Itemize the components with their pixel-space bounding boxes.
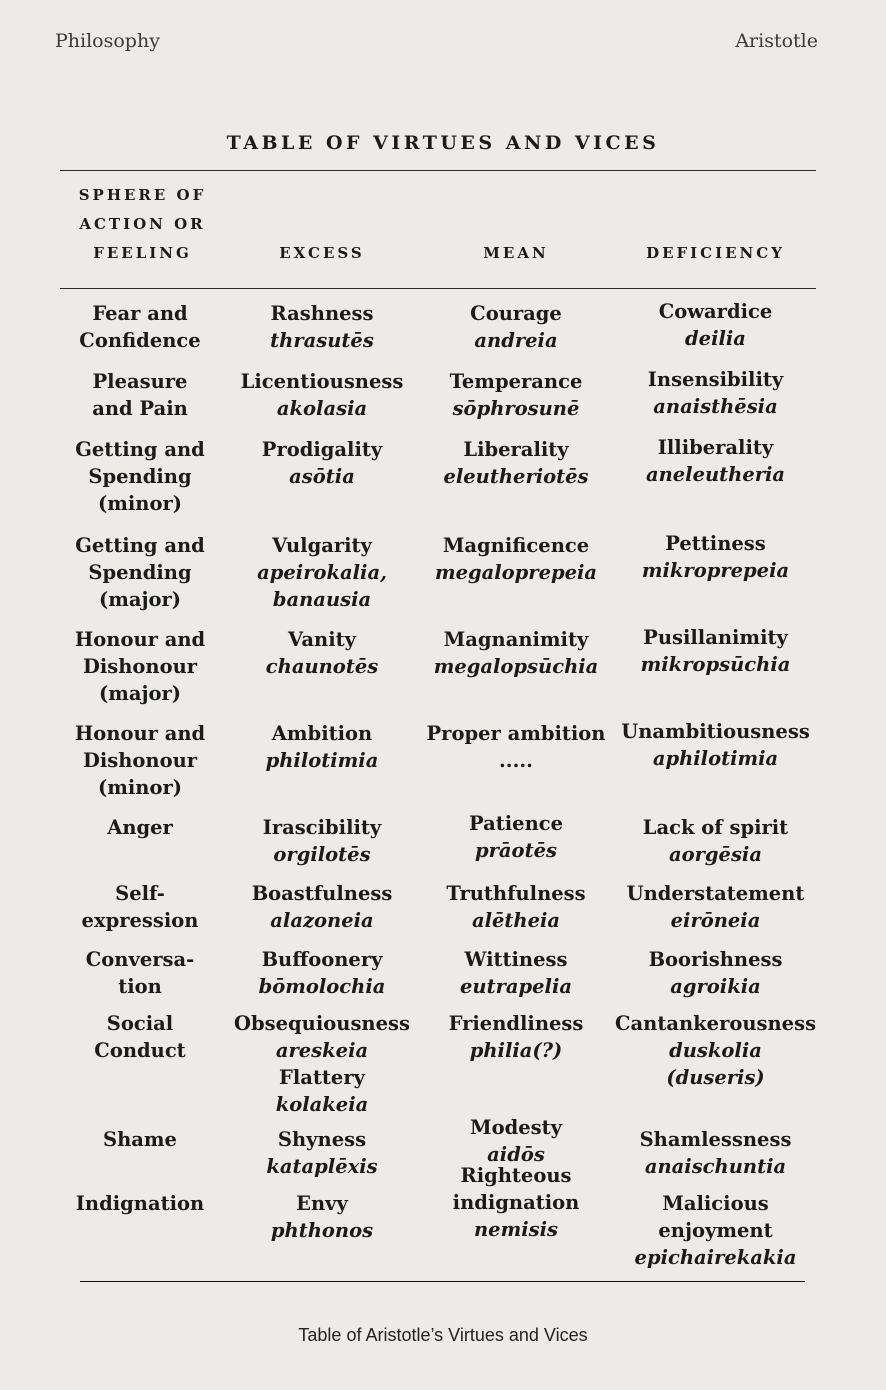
- greek-term: andreia: [474, 329, 558, 352]
- greek-term: eutrapelia: [460, 975, 572, 998]
- greek-term: philia(?): [469, 1039, 563, 1062]
- cell-excess: [228, 300, 416, 354]
- term-label: Licentiousness: [240, 370, 404, 393]
- cell-mean: [420, 368, 612, 422]
- cell-excess: [228, 814, 416, 868]
- cell-mean: [420, 626, 612, 680]
- cell-excess: [228, 1010, 416, 1118]
- column-header-mean: MEAN: [483, 244, 549, 262]
- greek-term: anaischuntia: [644, 1155, 787, 1178]
- greek-term: mikropsūchia: [640, 653, 791, 676]
- column-header-deficiency: DEFICIENCY: [646, 244, 785, 262]
- term-label: Dishonour: [82, 655, 198, 678]
- term-label: Buffoonery: [261, 948, 383, 971]
- cell-sphere: [60, 1190, 220, 1217]
- greek-term: (duseris): [666, 1066, 765, 1089]
- running-head-left: Philosophy: [55, 30, 160, 52]
- term-label: Cowardice: [658, 300, 773, 323]
- bottom-rule: [80, 1281, 805, 1282]
- cell-deficiency: [615, 1190, 816, 1271]
- greek-term: kolakeia: [275, 1093, 369, 1116]
- table-caption: Table of Aristotle’s Virtues and Vices: [298, 1325, 588, 1345]
- greek-term: apeirokalia,: [257, 561, 387, 584]
- term-label: Boastfulness: [251, 882, 393, 905]
- cell-mean: [420, 1010, 612, 1064]
- running-head: [55, 30, 818, 52]
- term-label: Prodigality: [261, 438, 383, 461]
- greek-term: alētheia: [471, 909, 561, 932]
- cell-mean: [420, 720, 612, 774]
- cell-mean: [420, 1114, 612, 1168]
- cell-sphere: [60, 368, 220, 422]
- term-label: Modesty: [470, 1116, 562, 1139]
- term-label: Irascibility: [262, 816, 382, 839]
- term-label: Getting and: [75, 438, 205, 461]
- greek-term: sōphrosunē: [452, 397, 580, 420]
- term-label: Social: [106, 1012, 174, 1035]
- greek-term: bōmolochia: [258, 975, 386, 998]
- cell-deficiency: [615, 1010, 816, 1091]
- term-label: Self-: [115, 882, 165, 905]
- cell-deficiency: [615, 530, 816, 584]
- greek-term: megalopsūchia: [433, 655, 599, 678]
- cell-excess: [228, 880, 416, 934]
- term-label: (major): [98, 682, 182, 705]
- term-label: .....: [499, 749, 533, 772]
- table-title: TABLE OF VIRTUES AND VICES: [226, 132, 660, 154]
- greek-term: epichairekakia: [634, 1246, 797, 1269]
- term-label: Getting and: [75, 534, 205, 557]
- term-label: (minor): [98, 776, 182, 799]
- cell-deficiency: [615, 434, 816, 488]
- term-label: (minor): [98, 492, 182, 515]
- term-label: Magnificence: [442, 534, 590, 557]
- cell-sphere: [60, 436, 220, 517]
- greek-term: nemisis: [474, 1218, 558, 1241]
- term-label: Conversa-: [85, 948, 195, 971]
- top-rule: [60, 170, 816, 171]
- term-label: Conduct: [94, 1039, 186, 1062]
- term-label: Shame: [103, 1128, 177, 1151]
- term-label: Courage: [470, 302, 562, 325]
- greek-term: orgilotēs: [273, 843, 371, 866]
- cell-deficiency: [615, 814, 816, 868]
- term-label: Boorishness: [648, 948, 783, 971]
- greek-term: banausia: [272, 588, 372, 611]
- cell-sphere: [60, 814, 220, 841]
- cell-excess: [228, 1190, 416, 1244]
- cell-mean: [420, 880, 612, 934]
- greek-term: phthonos: [270, 1219, 374, 1242]
- term-label: Spending: [88, 561, 192, 584]
- term-label: Vanity: [288, 628, 356, 651]
- cell-excess: [228, 720, 416, 774]
- cell-excess: [228, 532, 416, 613]
- cell-sphere: [60, 532, 220, 613]
- term-label: Dishonour: [82, 749, 198, 772]
- column-header-sphere: SPHERE OF ACTION OR FEELING: [78, 186, 207, 262]
- term-label: Vulgarity: [272, 534, 372, 557]
- term-label: and Pain: [92, 397, 188, 420]
- term-label: Flattery: [279, 1066, 365, 1089]
- term-label: Fear and: [92, 302, 188, 325]
- greek-term: eirōneia: [670, 909, 761, 932]
- term-label: Temperance: [449, 370, 583, 393]
- greek-term: alazoneia: [270, 909, 374, 932]
- term-label: Confidence: [79, 329, 201, 352]
- term-label: Righteous: [460, 1164, 572, 1187]
- term-label: Cantankerousness: [615, 1012, 817, 1035]
- greek-term: agroikia: [670, 975, 761, 998]
- cell-sphere: [60, 720, 220, 801]
- greek-term: megaloprepeia: [434, 561, 598, 584]
- greek-term: anaisthēsia: [653, 395, 778, 418]
- term-label: Honour and: [74, 628, 206, 651]
- greek-term: aorgēsia: [669, 843, 762, 866]
- term-label: Ambition: [271, 722, 373, 745]
- greek-term: eleutheriotēs: [443, 465, 589, 488]
- cell-mean: [420, 300, 612, 354]
- cell-deficiency: [615, 946, 816, 1000]
- cell-excess: [228, 626, 416, 680]
- term-label: Illiberality: [657, 436, 774, 459]
- cell-mean: [420, 810, 612, 864]
- term-label: enjoyment: [658, 1219, 773, 1242]
- cell-mean: [420, 1162, 612, 1243]
- term-label: Pettiness: [665, 532, 766, 555]
- term-label: Indignation: [75, 1192, 205, 1215]
- cell-excess: [228, 436, 416, 490]
- term-label: Rashness: [270, 302, 374, 325]
- greek-term: thrasutēs: [270, 329, 374, 352]
- cell-deficiency: [615, 880, 816, 934]
- cell-deficiency: [615, 718, 816, 772]
- term-label: Obsequiousness: [234, 1012, 410, 1035]
- greek-term: areskeia: [275, 1039, 369, 1062]
- cell-excess: [228, 946, 416, 1000]
- greek-term: duskolia: [669, 1039, 762, 1062]
- cell-sphere: [60, 626, 220, 707]
- term-label: Proper ambition: [426, 722, 606, 745]
- cell-deficiency: [615, 1126, 816, 1180]
- header-rule: [60, 288, 816, 289]
- greek-term: mikroprepeia: [641, 559, 790, 582]
- term-label: Spending: [88, 465, 192, 488]
- term-label: Understatement: [626, 882, 805, 905]
- greek-term: asōtia: [289, 465, 355, 488]
- term-label: expression: [81, 909, 199, 932]
- term-label: Wittiness: [464, 948, 568, 971]
- term-label: Unambitiousness: [621, 720, 810, 743]
- term-label: Shamlessness: [639, 1128, 792, 1151]
- cell-mean: [420, 946, 612, 1000]
- greek-term: deilia: [685, 327, 746, 350]
- term-label: Truthfulness: [446, 882, 586, 905]
- cell-deficiency: [615, 366, 816, 420]
- cell-excess: [228, 368, 416, 422]
- term-label: Envy: [296, 1192, 348, 1215]
- term-label: Malicious: [662, 1192, 769, 1215]
- term-label: Pleasure: [92, 370, 188, 393]
- greek-term: prāotēs: [475, 839, 557, 862]
- term-label: (major): [98, 588, 182, 611]
- term-label: Lack of spirit: [642, 816, 789, 839]
- cell-sphere: [60, 946, 220, 1000]
- greek-term: chaunotēs: [265, 655, 379, 678]
- greek-term: aphilotimia: [652, 747, 779, 770]
- greek-term: philotimia: [265, 749, 379, 772]
- cell-sphere: [60, 1126, 220, 1153]
- greek-term: akolasia: [276, 397, 368, 420]
- term-label: Honour and: [74, 722, 206, 745]
- term-label: Insensibility: [647, 368, 784, 391]
- term-label: tion: [118, 975, 162, 998]
- cell-deficiency: [615, 298, 816, 352]
- term-label: Patience: [468, 812, 564, 835]
- greek-term: kataplēxis: [266, 1155, 378, 1178]
- cell-sphere: [60, 300, 220, 354]
- term-label: indignation: [452, 1191, 580, 1214]
- cell-mean: [420, 532, 612, 586]
- term-label: Magnanimity: [443, 628, 589, 651]
- column-header-excess: EXCESS: [279, 244, 365, 262]
- running-head-right: Aristotle: [735, 30, 818, 52]
- cell-sphere: [60, 1010, 220, 1064]
- term-label: Friendliness: [448, 1012, 584, 1035]
- greek-term: aneleutheria: [645, 463, 786, 486]
- term-label: Shyness: [277, 1128, 367, 1151]
- column-header-row: [60, 186, 816, 274]
- cell-deficiency: [615, 624, 816, 678]
- term-label: Anger: [107, 816, 173, 839]
- cell-sphere: [60, 880, 220, 934]
- greek-term: aidōs: [487, 1143, 545, 1166]
- term-label: Liberality: [463, 438, 569, 461]
- term-label: Pusillanimity: [643, 626, 788, 649]
- cell-excess: [228, 1126, 416, 1180]
- cell-mean: [420, 436, 612, 490]
